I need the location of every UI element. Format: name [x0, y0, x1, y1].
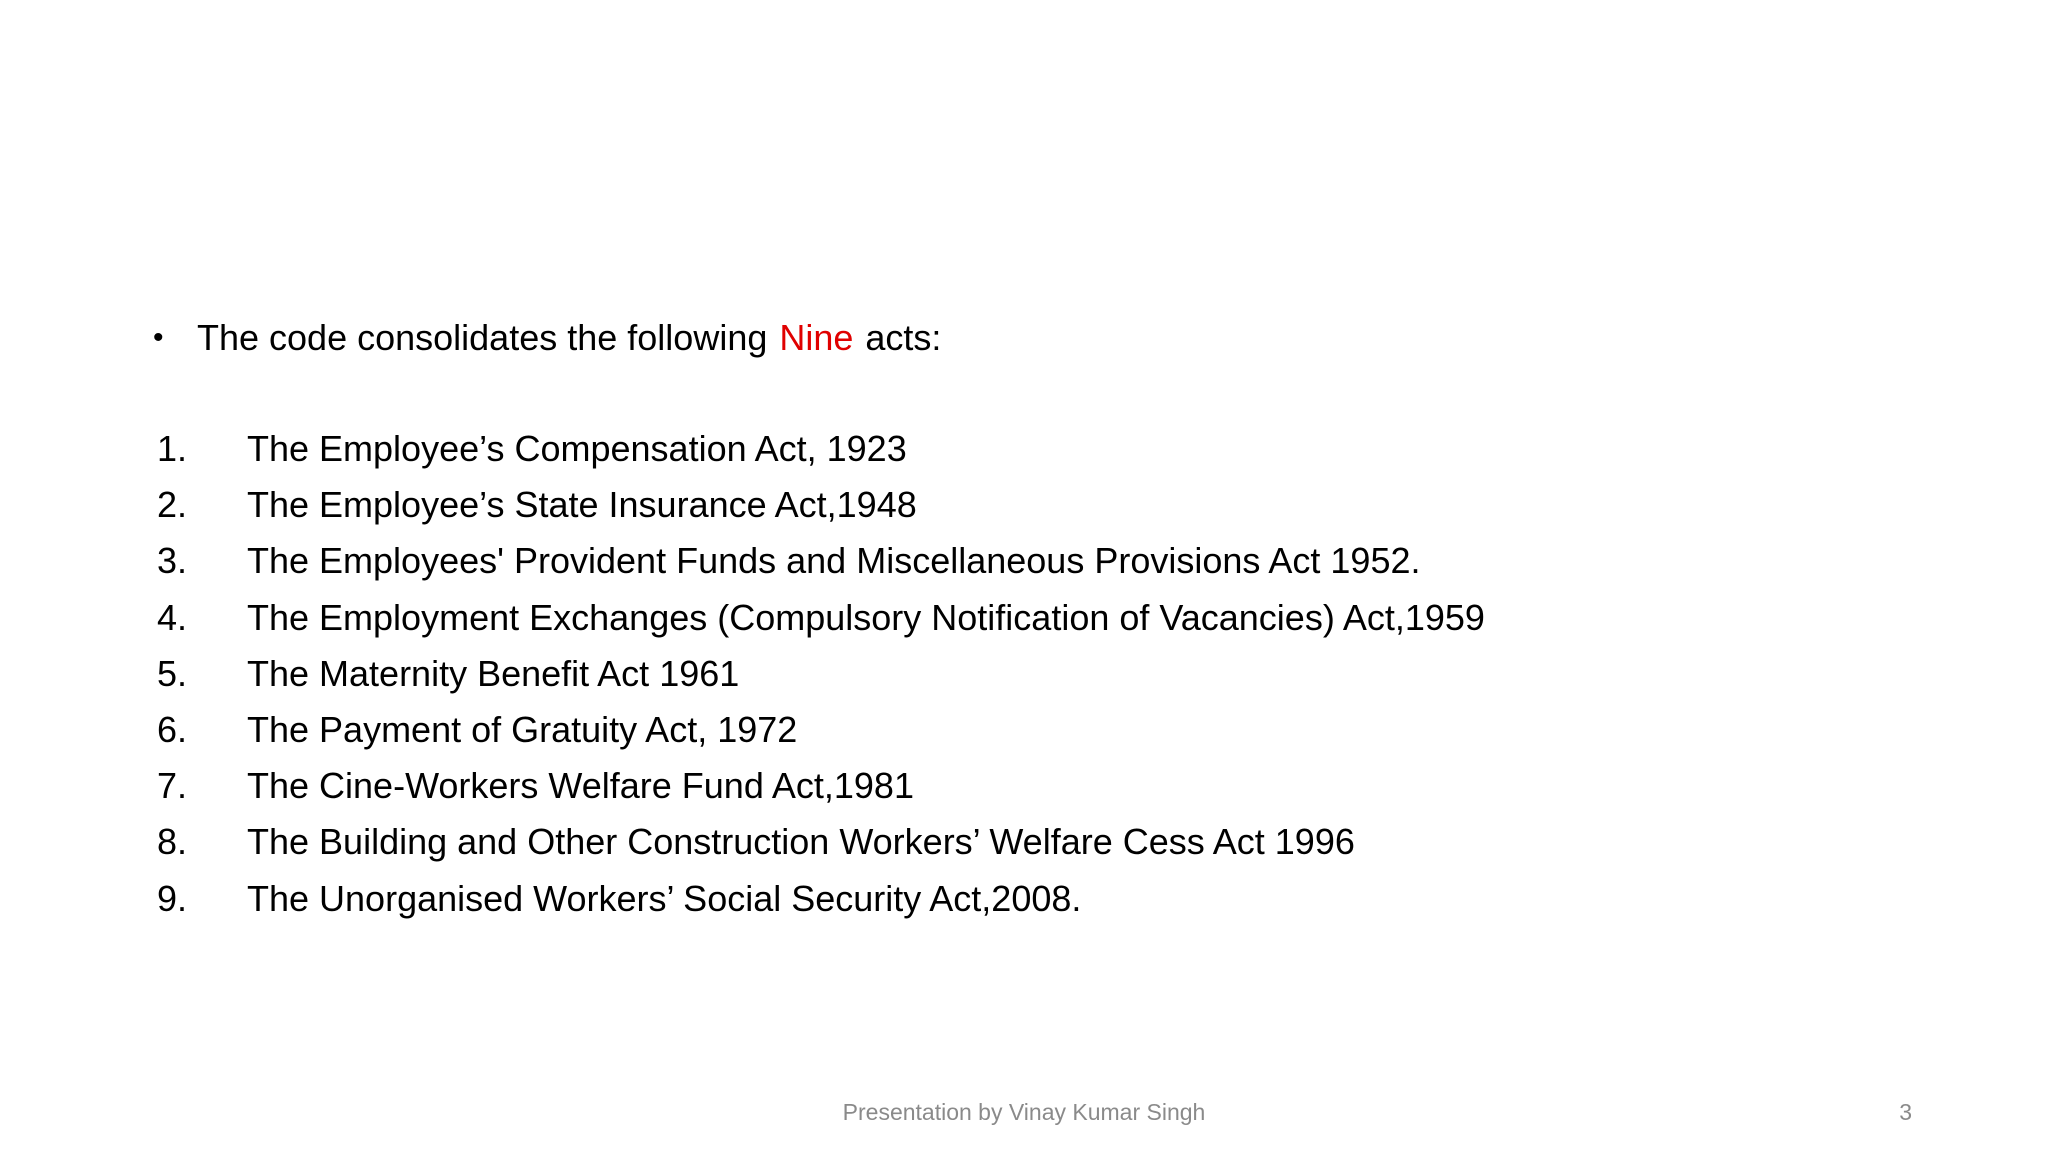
list-item-number: 4.	[157, 596, 188, 638]
list-item-number: 1.	[157, 428, 188, 469]
list-item-text: The Employee’s State Insurance Act,1948	[247, 484, 917, 526]
list-item-number: 6.	[157, 708, 188, 750]
list-item-text: The Maternity Benefit Act 1961	[247, 652, 740, 694]
list-item-text: The Unorganised Workers’ Social Security Act,2008.	[247, 877, 1082, 919]
list-item-text: The Building and Other Construction Workers’ Welfare Cess Act 1996	[247, 821, 1355, 863]
list-item-number: 2.	[157, 484, 188, 526]
list-item-text: The Employees' Provident Funds and Miscellaneous Provisions Act 1952.	[247, 540, 1421, 582]
list-item-text: The Cine-Workers Welfare Fund Act,1981	[247, 765, 914, 807]
list-item-text: The Employment Exchanges (Compulsory Notification of Vacancies) Act,1959	[247, 596, 1485, 638]
intro-prefix: The code consolidates the following	[197, 317, 768, 358]
intro-suffix: acts:	[865, 317, 942, 358]
intro-text	[197, 314, 941, 362]
list-item-text: The Payment of Gratuity Act, 1972	[247, 708, 798, 750]
intro-highlight: Nine	[779, 317, 854, 358]
list-item-number: 8.	[157, 821, 188, 863]
list-item-number: 7.	[157, 765, 188, 807]
bullet-icon: •	[153, 321, 164, 354]
list-item-number: 9.	[157, 877, 188, 919]
list-item-number: 5.	[157, 652, 188, 694]
list-item-number: 3.	[157, 540, 188, 582]
list-item-text: The Employee’s Compensation Act, 1923	[247, 428, 907, 469]
slide-number: 3	[1899, 1099, 1912, 1125]
footer-presenter: Presentation by Vinay Kumar Singh	[842, 1099, 1206, 1125]
